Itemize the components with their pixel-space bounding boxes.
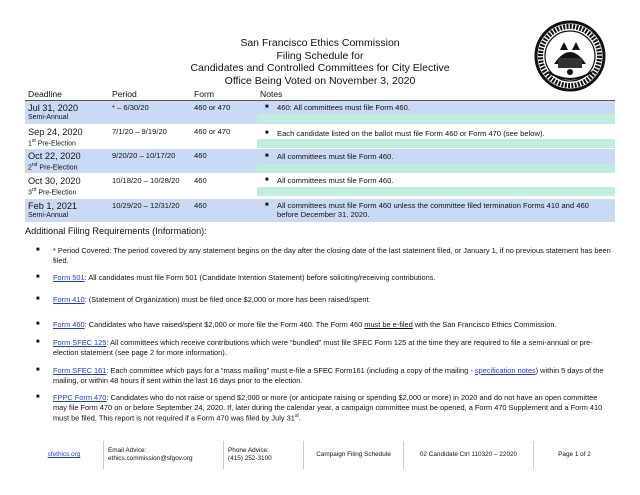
phone-label: Phone Advice: [228, 447, 269, 454]
bullet-icon: ■ [36, 339, 40, 345]
bullet-icon: ■ [265, 104, 269, 110]
form-410-link[interactable]: Form 410 [53, 295, 85, 304]
footer-phone-cell [223, 441, 303, 469]
bullet-icon: ■ [36, 247, 40, 253]
table-row [25, 198, 615, 222]
sfethics-website-link[interactable]: sfethics.org [47, 451, 81, 458]
note-text: All committees must file Form 460. [277, 152, 394, 162]
requirement-form-460 [36, 320, 612, 330]
superscript-st: st [294, 413, 299, 419]
form-cell: 460 [191, 149, 257, 174]
requirement-fppc-470: ■ FPPC Form 470: Candidates who do not raise or spend $2,000 or more (or anticipate raising or spending $2,000 or more) in 2020 and do not have an open committee may file Form 470 on or before September 24, 2020. If, later during the calendar year, a campaign committee must be opened, a Form 470 Supplement and a Form 410 must be filed. This report is not required if a Form 470 was filed by July 31st. [36, 393, 603, 423]
note-item [257, 199, 615, 219]
footer-website-cell [25, 441, 103, 469]
deadline-date: Jul 31, 2020 [28, 103, 79, 113]
period-cell: 10/29/20 – 12/31/20 [109, 198, 191, 222]
page-number: Page 1 of 2 [558, 451, 591, 458]
deadline-type: Semi-Annual [28, 211, 69, 219]
note-highlight [257, 187, 615, 196]
col-deadline: Deadline [25, 88, 109, 101]
form-cell: 460 [191, 174, 257, 198]
title-line-1: San Francisco Ethics Commission [240, 37, 400, 49]
requirement-sfec-125 [36, 338, 612, 357]
deadline-date: Sep 24, 2020 [28, 127, 83, 137]
doc-title: Campaign Filing Schedule [316, 451, 391, 458]
period-cell: 7/1/20 – 9/19/20 [109, 125, 191, 149]
deadline-type: 3rd Pre-Election [28, 187, 77, 197]
email-address: ethics.commission@sfgov.org [108, 455, 193, 462]
deadline-type: Semi-Annual [28, 114, 69, 121]
title-line-4: Office Being Voted on November 3, 2020 [224, 74, 416, 87]
note-highlight [257, 164, 615, 173]
requirement-text: : Candidates who do not raise or spend $2,000 or more (or anticipate raising or spending $2,000 or more) in 2020 and do not have an open committee may file Form 470 on or before September 24, 2020. If, later during the calendar year, a campaign committee must be opened, a Form 470 Supplement and a Form 410 must be filed. This report is not required if a Form 470 was filed by July 31 [53, 393, 603, 423]
period-cell: * – 6/30/20 [109, 101, 191, 125]
footer-doc-title-cell [303, 441, 403, 469]
form-cell: 460 or 470 [191, 101, 257, 125]
bullet-icon: ■ [265, 153, 269, 160]
bullet-icon: ■ [36, 367, 40, 373]
additional-requirements-heading: Additional Filing Requirements (Information): [25, 226, 207, 236]
footer-email-cell [103, 441, 223, 469]
filing-schedule-table [25, 88, 615, 223]
note-item [257, 149, 615, 161]
deadline-date: Feb 1, 2021 [28, 200, 78, 211]
requirement-text: * Period Covered: The period covered by any statement begins on the day after the closing date of the last statement filed, or January 1, if no previous statement has been filed. [53, 246, 611, 265]
note-text: All committees must file Form 460. [277, 176, 394, 186]
requirement-text: ) within 5 days of the mailing, or within 48 hours if sent within the last 16 days prior to the election. [53, 366, 604, 385]
note-highlight [257, 139, 615, 148]
deadline-date: Oct 30, 2020 [28, 176, 81, 187]
bullet-icon: ■ [265, 177, 269, 184]
requirement-text: : Each committee which pays for a “mass mailing” must e-file a SFEC Form161 (including a copy of the mailing - [106, 366, 475, 375]
phone-number: (415) 252-3100 [228, 455, 272, 462]
title-line-2: Filing Schedule for [276, 49, 364, 62]
city-seal-icon [534, 20, 606, 92]
form-501-link[interactable]: Form 501 [53, 273, 85, 282]
col-period: Period [109, 88, 191, 101]
document-title [150, 37, 490, 87]
note-text: 460: All committees must file Form 460. [277, 103, 410, 112]
deadline-type: 2nd Pre-Election [28, 162, 78, 172]
bullet-icon: ■ [265, 201, 269, 208]
requirement-sfec-161 [36, 366, 612, 385]
bullet-icon: ■ [36, 321, 40, 327]
note-item [257, 174, 615, 185]
table-header-row [25, 88, 615, 101]
requirement-text: : All committees which receive contributions which were “bundled” must file SFEC Form 125 at the time they are required to file a semi-annual or pre-election statement (see page 2 for more information). [53, 338, 593, 357]
requirement-form-410 [36, 295, 612, 305]
table-row [25, 174, 615, 198]
doc-code: 02 Candidate Ctrl 110320 – 22020 [419, 451, 518, 458]
note-item [257, 125, 615, 138]
title-line-3: Candidates and Controlled Committees for City Elective [190, 62, 450, 75]
table-row [25, 125, 615, 149]
note-text: All committees must file Form 460 unless the committee filed termination Forms 410 and 460 before December 31, 2020. [277, 200, 589, 219]
requirement-period-covered [36, 246, 612, 265]
form-sfec-125-link[interactable]: Form SFEC 125 [53, 338, 107, 347]
form-460-link[interactable]: Form 460 [53, 320, 85, 329]
deadline-date: Oct 22, 2020 [28, 151, 81, 162]
form-cell: 460 or 470 [191, 125, 257, 149]
note-item [257, 101, 615, 112]
requirement-text: : All candidates must file Form 501 (Candidate Intention Statement) before soliciting/receiving contributions. [84, 273, 436, 282]
bullet-icon: ■ [36, 274, 40, 280]
period-cell: 9/20/20 – 10/17/20 [109, 149, 191, 174]
note-text: Each candidate listed on the ballot must file Form 460 or Form 470 (see below). [277, 129, 545, 138]
requirement-text: : Candidates who have raised/spent $2,000 or more file the Form 460. The Form 460 [84, 320, 365, 329]
note-highlight [257, 114, 615, 123]
col-form: Form [191, 88, 257, 101]
bullet-icon: ■ [265, 130, 269, 136]
footer-page-cell [533, 441, 615, 469]
col-notes: Notes [257, 88, 615, 101]
footer-doc-code-cell [403, 441, 533, 469]
fppc-form-470-link[interactable]: FPPC Form 470 [53, 393, 107, 402]
table-row [25, 149, 615, 174]
requirement-text: with the San Francisco Ethics Commission. [412, 320, 557, 329]
table-row [25, 101, 615, 125]
specification-notes-link[interactable]: specification notes [474, 366, 536, 375]
must-be-efiled-text: must be e-filed [364, 320, 413, 329]
period-cell: 10/18/20 – 10/28/20 [109, 174, 191, 198]
requirement-form-501 [36, 273, 612, 283]
email-label: Email Advice: [108, 447, 147, 454]
bullet-icon: ■ [36, 296, 40, 302]
requirement-text: : (Statement of Organization) must be filed once $2,000 or more has been raised/spent. [84, 295, 371, 304]
bullet-icon: ■ [36, 394, 40, 400]
deadline-type: 1st Pre-Election [28, 138, 76, 148]
page-footer [25, 441, 615, 469]
form-cell: 460 [191, 198, 257, 222]
form-sfec-161-link[interactable]: Form SFEC 161 [53, 366, 107, 375]
